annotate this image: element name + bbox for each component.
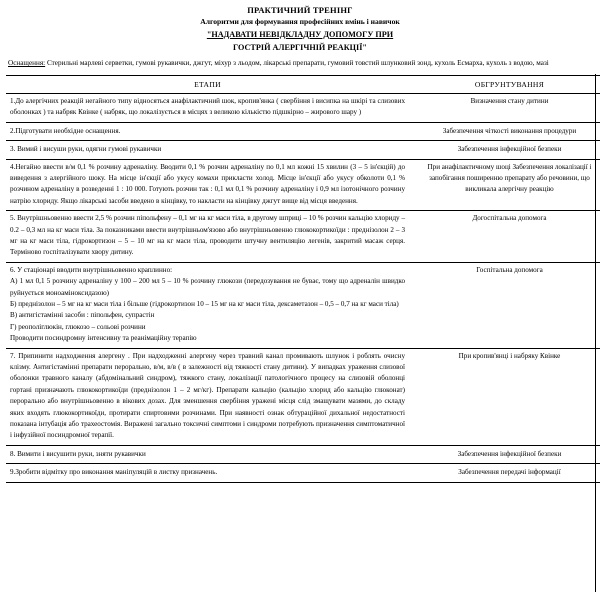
table-header-row xyxy=(6,75,600,93)
cell-obgruntuvannya: Забезпечення інфекційної безпеки xyxy=(409,445,600,463)
document-header xyxy=(6,4,594,54)
cell-obgruntuvannya: Визначення стану дитини xyxy=(409,93,600,122)
cell-etap: 5. Внутрішньовенно ввести 2,5 % розчин піпольфену – 0,1 мг на кг маси тіла, в другому шприці – 10 % розчин кальцію хлориду – 0.2 – 0,3 мл на кг маси тіла. За показниками ввести внутрішньом'язово або внутрішньовенно глюкокортикоїди : преднізолон 2 – 3 мг на кг маси тіла, гідрокортизон – 5 – 10 мг на кг маси тіла, проводити штучну вентиляцію легенів, закритий масаж серця. Терміново госпіталізувати хвору дитину. xyxy=(6,211,409,263)
equipment-section xyxy=(6,58,594,70)
table-row xyxy=(6,262,600,348)
table-row xyxy=(6,211,600,263)
cell-obgruntuvannya: Забезпечення передачі інформації xyxy=(409,464,600,482)
table-row xyxy=(6,93,600,122)
etap-line: 6. У стаціонарі вводити внутрішньовенно краплинно: xyxy=(10,265,173,274)
cell-etap: 2.Підготувати необхідне оснащення. xyxy=(6,122,409,140)
equipment-text: Стерильні марлеві серветки, гумові рукавички, джгут, міхур з льодом, лікарські препарати, гумовий товстий шлунковий зонд, кухоль Есмарха, кухоль з водою, мазі xyxy=(46,59,549,67)
cell-etap: 9.Зробити відмітку про виконання маніпуляцій в листку призначень. xyxy=(6,464,409,482)
procedure-table xyxy=(6,75,600,483)
table-row xyxy=(6,348,600,445)
cell-etap: 3. Вимий і висуши руки, одягни гумові рукавички xyxy=(6,141,409,159)
cell-etap: 4.Негайно ввести в/м 0,1 % розчину адреналіну. Вводити 0,1 % розчин адреналіну по 0,1 мл кожні 15 хвилин (3 – 5 ін'єкцій) до виведення з алергійного шоку. На місце ін'єкції або укусу комахи прикласти холод. Місце ін'єкції або укусу обколоти 0,1 % розчином адреналіну в розведенні 1 : 10 000. Готують розчин так : 0,1 мл 0,1 % розчину адреналіну і 0,9 мл ізотонічного розчину натрію хлориду. Якщо лікарські засоби введено в кінцівку, то накласти на кінцівку джгут вище від місця введення. xyxy=(6,159,409,211)
column-header-etapi: ЕТАПИ xyxy=(6,75,409,93)
table-header xyxy=(6,75,600,93)
etap-line: В) антигістамінні засоби : піпольфен, супрастін xyxy=(10,311,155,320)
etap-line: Б) преднізолон – 5 мг на кг маси тіла і більше (гідрокортизон 10 – 15 мг на кг маси тіла, дексаметазон – 0,5 – 0,7 на кг маси тіла) xyxy=(10,300,399,308)
cell-etap: 8. Вимити і висушити руки, зняти рукавички xyxy=(6,445,409,463)
page-title: ПРАКТИЧНИЙ ТРЕНІНГ xyxy=(247,5,353,15)
cell-obgruntuvannya: Догоспітальна допомога xyxy=(409,211,600,263)
table-row xyxy=(6,141,600,159)
equipment-label: Оснащення: xyxy=(8,59,46,67)
cell-obgruntuvannya: Госпітальна допомога xyxy=(409,262,600,348)
table-row xyxy=(6,122,600,140)
page-subtitle: Алгоритми для формування професійних вмінь і навичок xyxy=(200,17,400,26)
etap-line: Проводити посиндромну інтенсивну та реанімаційну терапію xyxy=(10,334,197,343)
table-row xyxy=(6,445,600,463)
table-row xyxy=(6,464,600,482)
procedure-title-line2: ГОСТРІЙ АЛЕРГІЧНІЙ РЕАКЦІЇ" xyxy=(233,43,367,52)
cell-obgruntuvannya: Забезпечення чіткості виконання процедури xyxy=(409,122,600,140)
cell-obgruntuvannya: Забезпечення інфекційної безпеки xyxy=(409,141,600,159)
table-body xyxy=(6,93,600,482)
procedure-title-line1: "НАДАВАТИ НЕВІДКЛАДНУ ДОПОМОГУ ПРИ xyxy=(206,30,394,39)
cell-etap: 1.До алергічних реакцій негайного типу відносяться анафілактичний шок, кропив'янка ( свербіння і висипка на шкірі та слизових оболонках ) та набряк Квінке ( набряк, що локалізується в місцях з великою кількістю підшкірно – жирового шару ) xyxy=(6,93,409,122)
cell-etap-multiline xyxy=(6,262,409,348)
etap-line: Г) реополіглюкін, глюкозо – сольові розчини xyxy=(10,322,146,331)
cell-obgruntuvannya: При кропив'янці і набряку Квінке xyxy=(409,348,600,445)
cell-etap: 7. Припинити надходження алергену . При надходженні алергену через травний канал промивають шлунок і роблять очисну клізму. Антигістамінні препарати перорально, в/м, в/в ( в залежності від тяжкості стану дитини). У випадках ураження слизової оболонки травного каналу (абдомінальний синдром), тяжкого стану, локалізації патологічного процесу на слизовій оболонці гортані призначають глюкокортикоїди (преднізолон 1 – 2 мг/кг). Препарати кальцію (кальцію хлорид або кальцію глюконат) перорально або внутрішньовенно в вікових дозах. Для зменшення свербіння уражені місця слід змащувати мазями, до складу яких входять глюкокортикоїди, протирати спиртовими розчинами. При наявності ознак обтураційної дихальної недостатності показана інтубація або трахеостомія. Виражені загально токсичні симптоми і синдроми потребують призначення симптоматичної і інфузійної посиндромної терапії. xyxy=(6,348,409,445)
table-right-border xyxy=(595,74,596,592)
cell-obgruntuvannya: При анафілактичному шоці Забезпечення локалізації і запобігання поширенню препарату або речовини, що викликала алергічну реакцію xyxy=(409,159,600,211)
etap-line: А) 1 мл 0,1 5 розчину адреналіну у 100 – 200 мл 5 – 10 % розчину глюкози (передозування не буває, тому що адреналін швидко руйнується моноаміноксидазою) xyxy=(10,277,405,297)
column-header-obgruntuvannya: ОБГРУНТУВАННЯ xyxy=(409,75,600,93)
table-row xyxy=(6,159,600,211)
